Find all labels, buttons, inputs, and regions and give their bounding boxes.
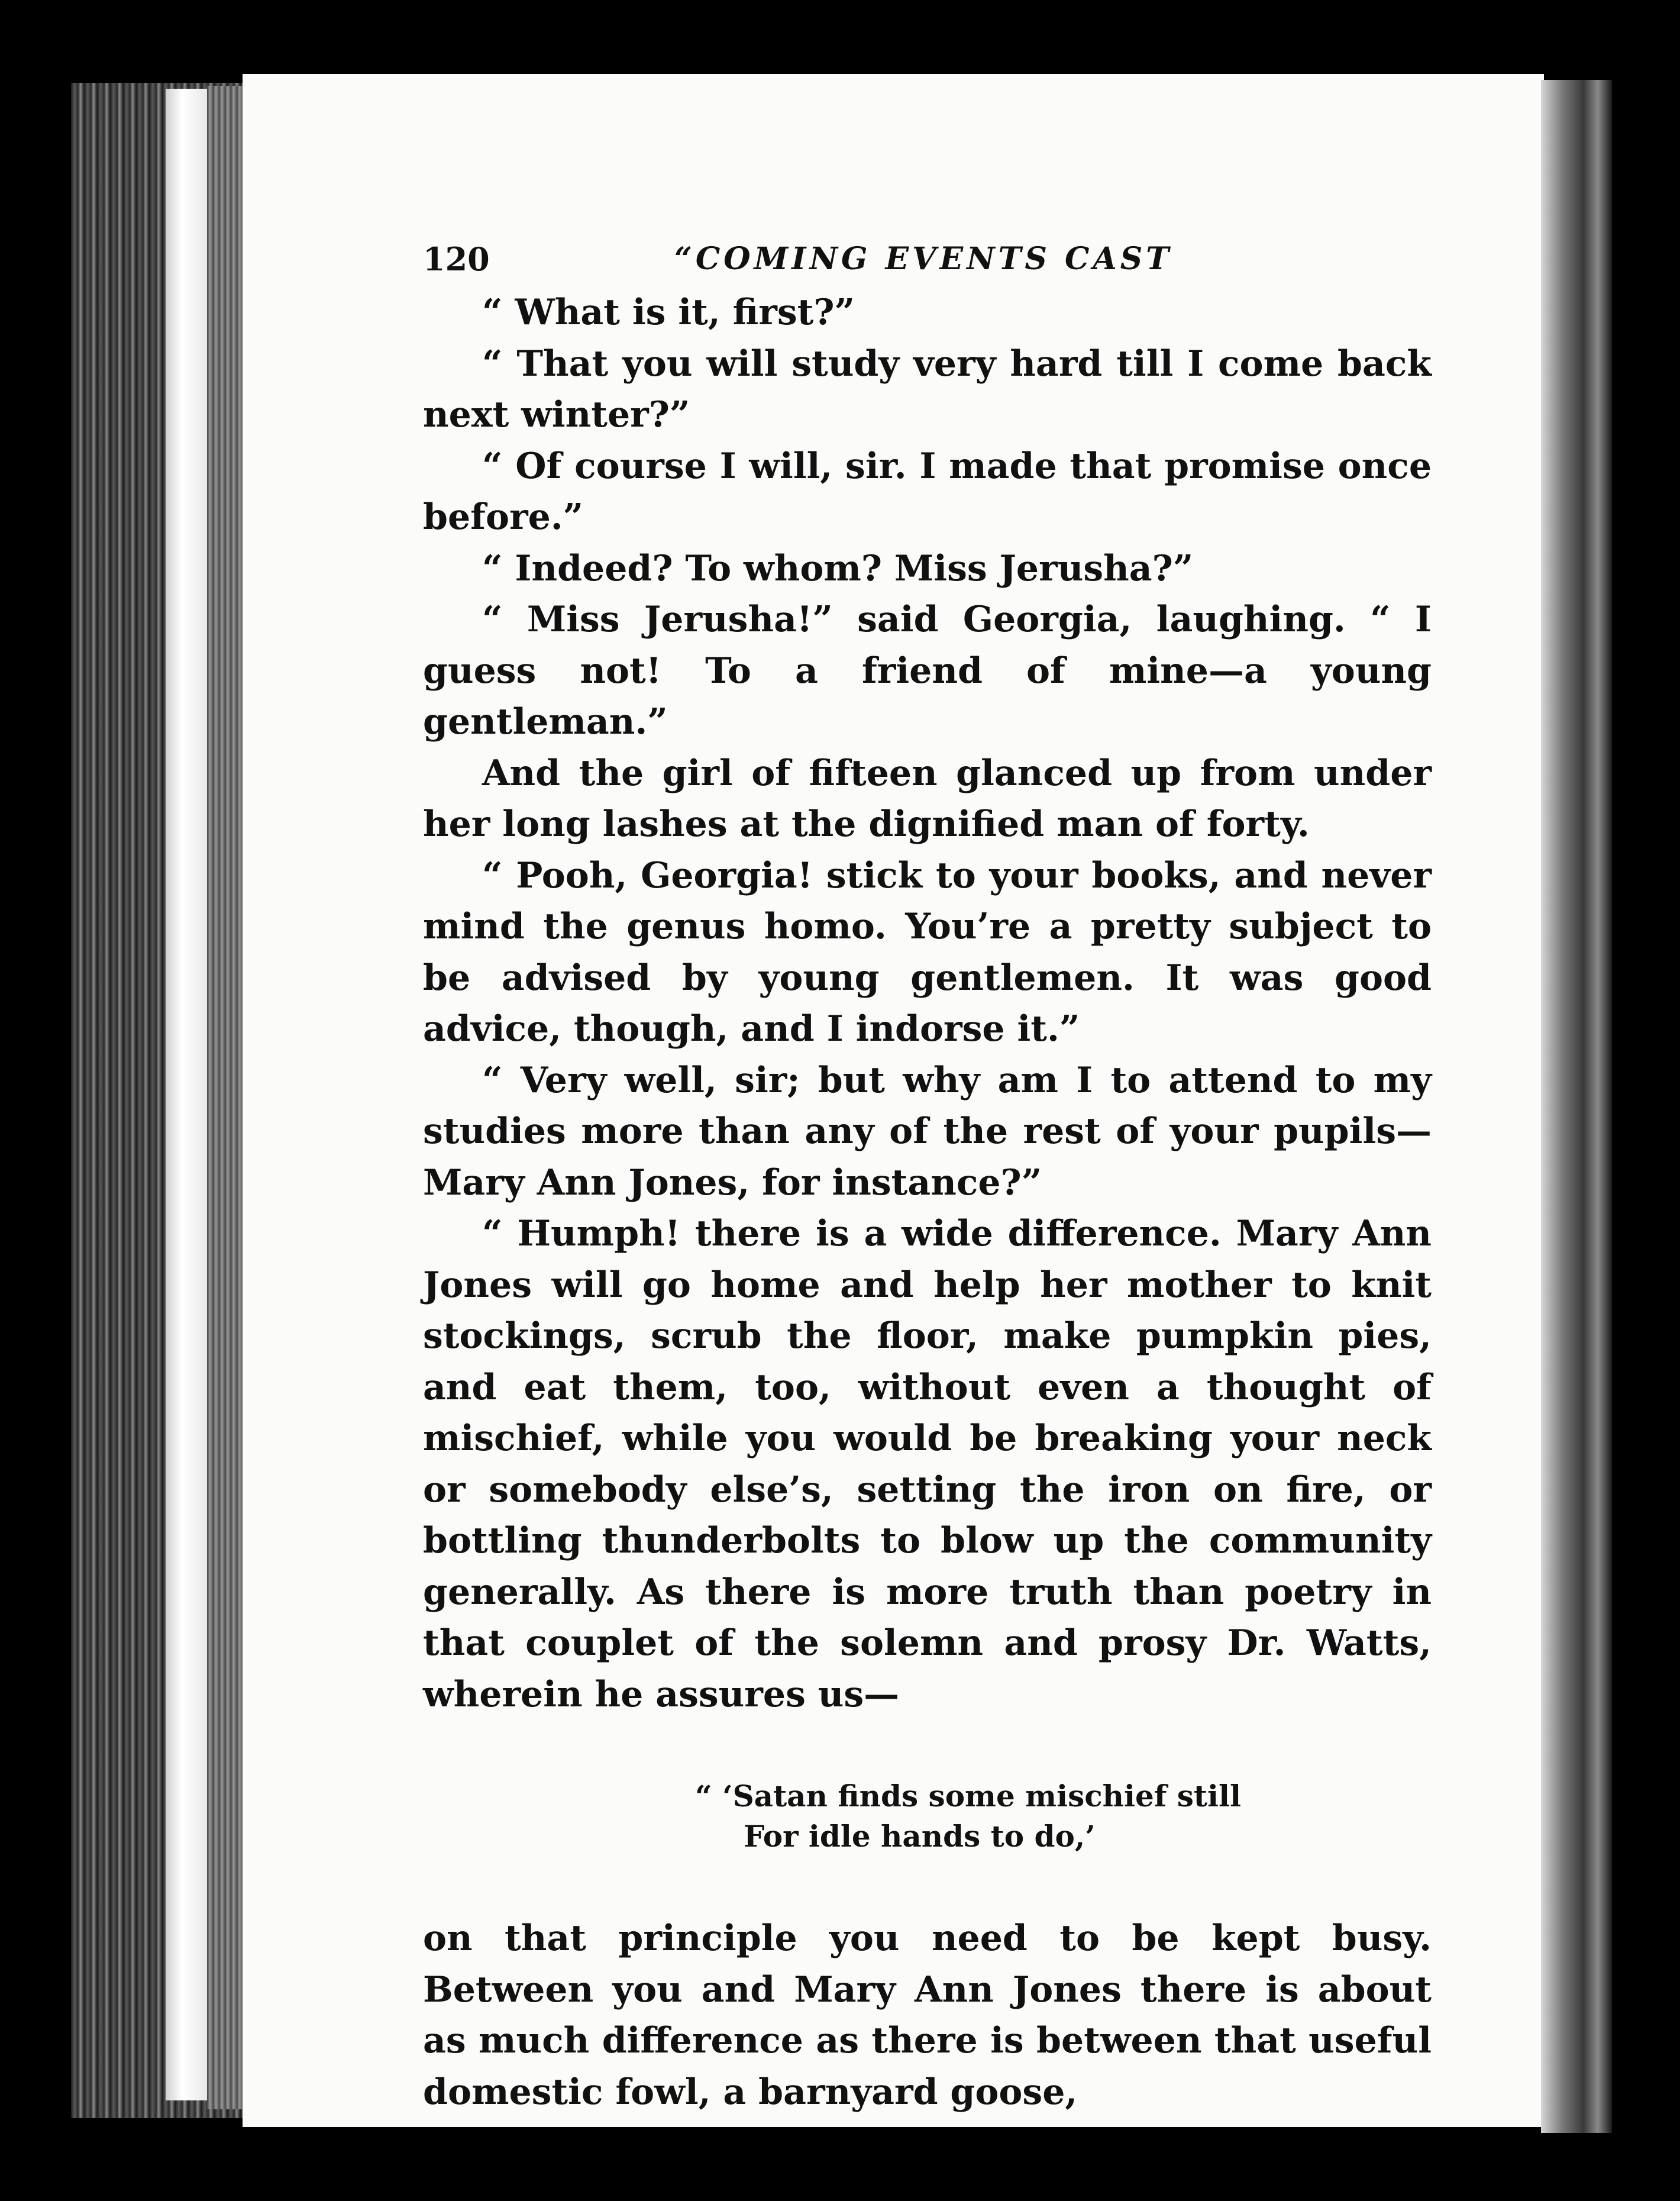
page-header (423, 234, 1432, 285)
verse-line: “ ‘Satan finds some mischief still (695, 1779, 1241, 1813)
paragraph: And the girl of fifteen glanced up from under her long lashes at the dignified man of forty. (423, 752, 1432, 845)
paragraph: “ Humph! there is a wide difference. Mary Ann Jones will go home and help her mother to knit stockings, scrub the floor, make pumpkin pies, and eat them, too, without even a thought of mischief, while you would be breaking your neck or somebody else’s, setting the iron on fire, or bottling thunderbolts to blow up the community generally. As there is more truth than poetry in that couplet of the solemn and prosy Dr. Watts, wherein he assures us— (423, 1213, 1432, 1715)
page-edge-white (166, 89, 207, 2100)
paragraph: “ Pooh, Georgia! stick to your books, and never mind the genus homo. You’re a pretty subject to be advised by young gentlemen. It was good advice, though, and I indorse it.” (423, 854, 1432, 1050)
paragraph: “ Of course I will, sir. I made that promise once before.” (423, 445, 1432, 538)
paragraph: “ Miss Jerusha!” said Georgia, laughing. “ I guess not! To a friend of mine—a young gentleman.” (423, 599, 1432, 743)
dust-speck (1003, 33, 1016, 55)
paragraph: “ Very well, sir; but why am I to attend to my studies more than any of the rest of your pupils—Mary Ann Jones, for instance?” (423, 1059, 1432, 1203)
page-gutter-shadow (1541, 80, 1612, 2133)
page-text-block (423, 234, 1432, 2118)
running-head: “COMING EVENTS CAST (674, 241, 1172, 277)
paragraph: “ That you will study very hard till I come back next winter?” (423, 343, 1432, 435)
page-edge-gray (207, 86, 243, 2109)
paragraph-continuation: on that principle you need to be kept busy. Between you and Mary Ann Jones there is about as much difference as there is between that useful domestic fowl, a barnyard goose, (423, 1918, 1432, 2113)
paragraph: “ Indeed? To whom? Miss Jerusha?” (482, 547, 1194, 589)
verse-line: For idle hands to do,’ (744, 1819, 1096, 1854)
verse-quotation (423, 1776, 1432, 1857)
page-number: 120 (423, 240, 490, 278)
paragraph: “ What is it, first?” (482, 292, 855, 333)
